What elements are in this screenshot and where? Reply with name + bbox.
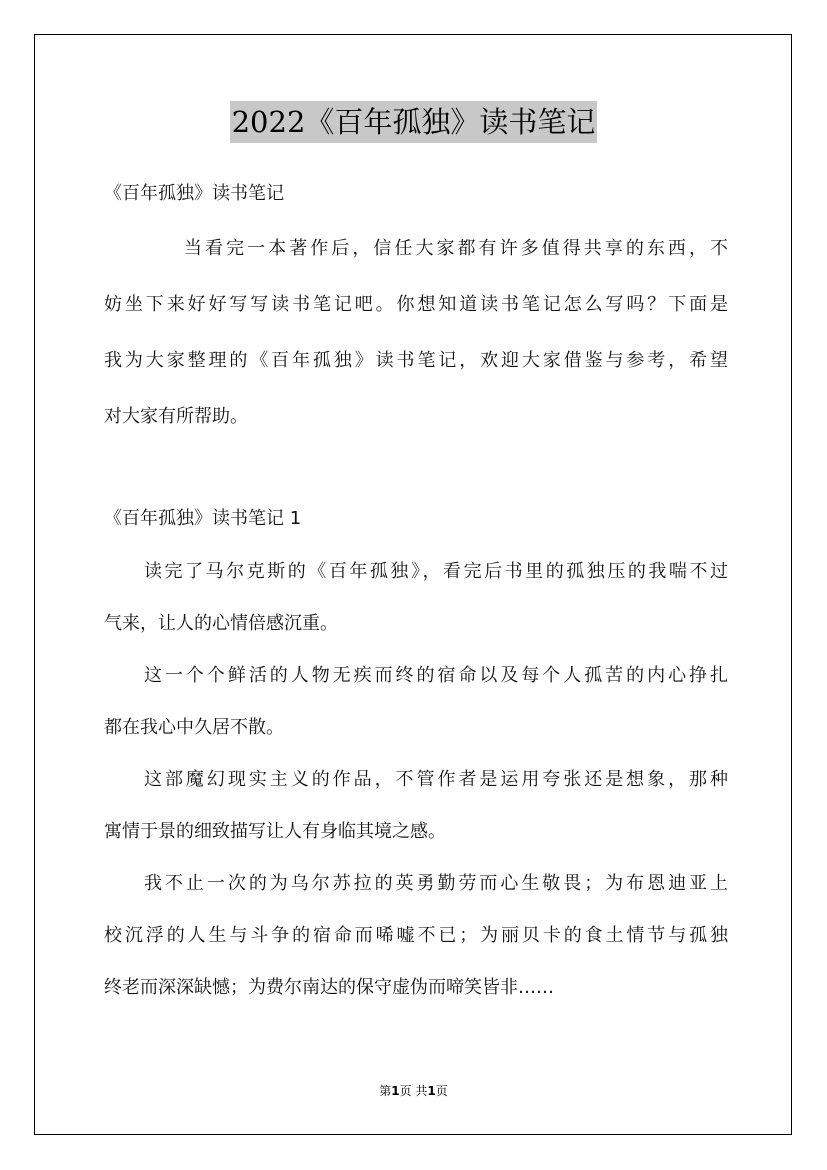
intro-line: 妨坐下来好好写写读书笔记吧。你想知道读书笔记怎么写吗？下面是	[104, 294, 728, 315]
section-heading: 《百年孤独》读书笔记 1	[104, 508, 302, 529]
footer-page-total: 1	[427, 1084, 436, 1098]
body-line: 寓情于景的细致描写让人有身临其境之感。	[104, 821, 446, 842]
page-footer	[0, 1082, 827, 1099]
intro-line: 对大家有所帮助。	[104, 406, 248, 427]
body-line: 读完了马尔克斯的《百年孤独》，看完后书里的孤独压的我喘不过	[144, 561, 728, 582]
section-body	[104, 546, 728, 1014]
intro-paragraph	[104, 221, 728, 445]
body-line: 气来，让人的心情倍感沉重。	[104, 613, 338, 634]
body-line: 我不止一次的为乌尔苏拉的英勇勤劳而心生敬畏；为布恩迪亚上	[144, 873, 728, 894]
intro-line: 我为大家整理的《百年孤独》读书笔记，欢迎大家借鉴与参考，希望	[104, 350, 728, 371]
body-line: 这部魔幻现实主义的作品，不管作者是运用夸张还是想象，那种	[144, 769, 728, 790]
document-title-wrap	[0, 101, 827, 143]
intro-line: 当看完一本著作后，信任大家都有许多值得共享的东西，不	[184, 238, 728, 259]
footer-mid: 页 共	[399, 1084, 428, 1098]
footer-suffix: 页	[435, 1084, 448, 1098]
body-line: 都在我心中久居不散。	[104, 717, 284, 738]
body-line: 这一个个鲜活的人物无疾而终的宿命以及每个人孤苦的内心挣扎	[144, 665, 728, 686]
footer-page-number: 1	[391, 1084, 400, 1098]
body-line: 终老而深深缺憾；为费尔南达的保守虚伪而啼笑皆非……	[104, 977, 554, 998]
footer-prefix: 第	[379, 1084, 392, 1098]
document-title: 2022《百年孤独》读书笔记	[230, 101, 598, 143]
body-line: 校沉浮的人生与斗争的宿命而唏嘘不已；为丽贝卡的食土情节与孤独	[104, 925, 728, 946]
subtitle: 《百年孤独》读书笔记	[104, 183, 284, 204]
